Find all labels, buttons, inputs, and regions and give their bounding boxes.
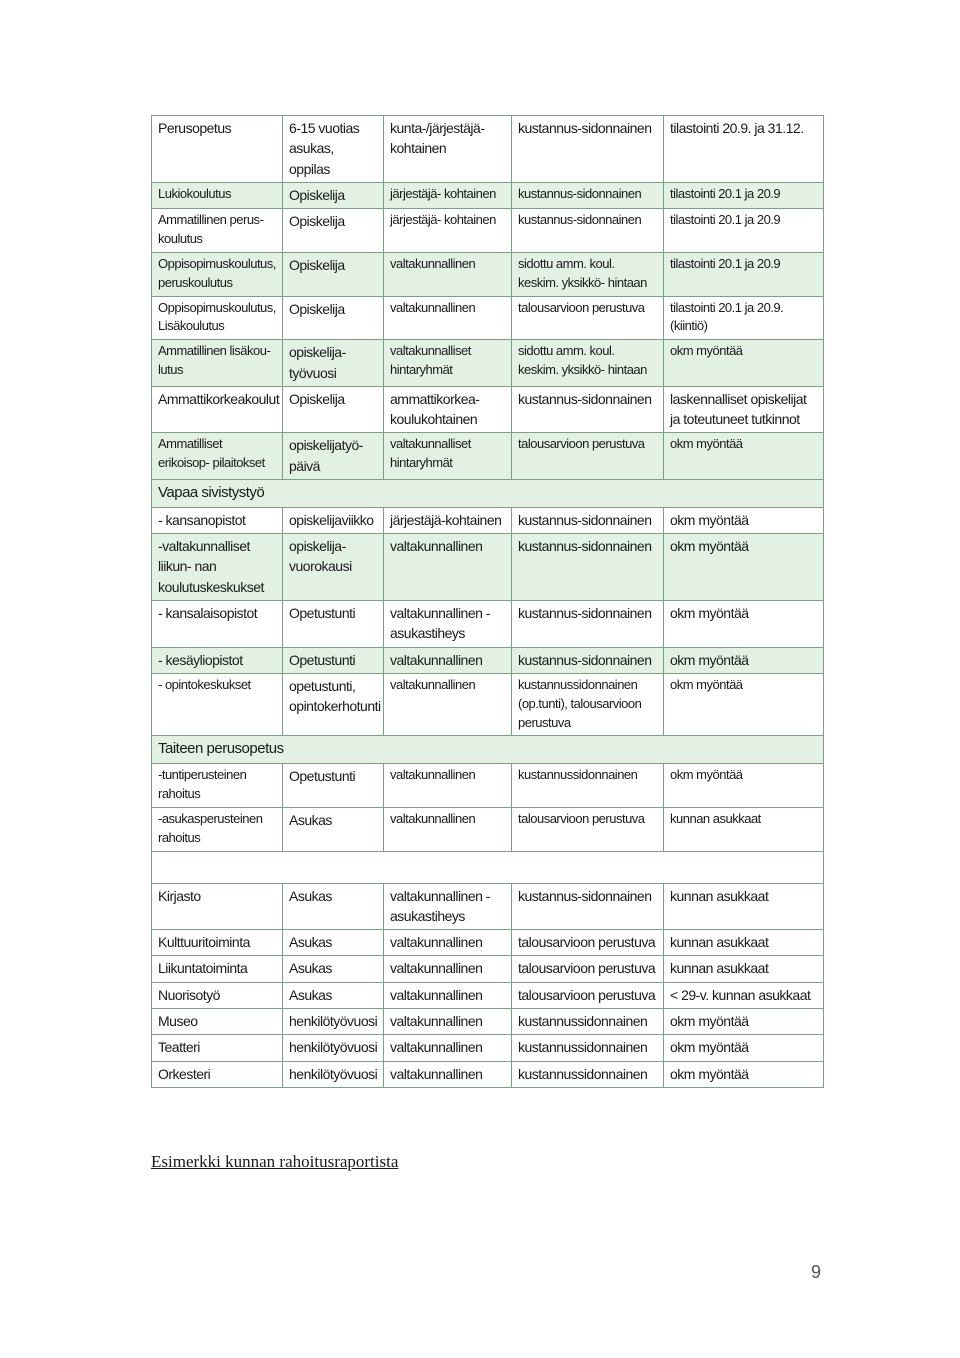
cell-cost-basis: sidottu amm. koul. keskim. yksikkö- hintaan (512, 252, 664, 296)
cell-category: Ammatilliset erikoisop- pilaitokset (152, 433, 283, 480)
cell-cost-basis: sidottu amm. koul. keskim. yksikkö- hintaan (512, 340, 664, 387)
cell-volume: okm myöntää (664, 647, 824, 673)
cell-volume: kunnan asukkaat (664, 883, 824, 930)
cell-unit: Opetustunti (283, 647, 384, 673)
cell-volume: okm myöntää (664, 507, 824, 533)
cell-price-basis: järjestäjä- kohtainen (384, 182, 512, 208)
cell-category: -asukasperusteinen rahoitus (152, 807, 283, 851)
cell-volume: laskennalliset opiskelijat ja toteutuneet tutkinnot (664, 386, 824, 433)
page-number: 9 (811, 1262, 822, 1282)
cell-price-basis: valtakunnallinen (384, 296, 512, 340)
cell-volume: kunnan asukkaat (664, 930, 824, 956)
cell-category: -valtakunnalliset liikun- nan koulutuskeskukset (152, 534, 283, 601)
cell-category: Kulttuuritoiminta (152, 930, 283, 956)
cell-category: Orkesteri (152, 1061, 283, 1087)
cell-price-basis: valtakunnallinen (384, 1009, 512, 1035)
cell-unit: Opetustunti (283, 600, 384, 647)
table-row (152, 600, 824, 647)
cell-category: Oppisopimuskoulutus, Lisäkoulutus (152, 296, 283, 340)
cell-cost-basis: kustannussidonnainen (512, 1009, 664, 1035)
section-header-row (152, 480, 824, 508)
cell-volume: okm myöntää (664, 1035, 824, 1061)
cell-unit: Opiskelija (283, 296, 384, 340)
cell-cost-basis: talousarvioon perustuva (512, 807, 664, 851)
cell-unit: henkilötyövuosi (283, 1061, 384, 1087)
table-row (152, 182, 824, 208)
cell-volume: tilastointi 20.9. ja 31.12. (664, 116, 824, 183)
cell-cost-basis: kustannus-sidonnainen (512, 386, 664, 433)
spacer-cell (152, 851, 824, 883)
table-row (152, 764, 824, 808)
cell-volume: kunnan asukkaat (664, 956, 824, 982)
cell-cost-basis: kustannus-sidonnainen (512, 883, 664, 930)
cell-price-basis: valtakunnallinen (384, 982, 512, 1008)
cell-cost-basis: kustannus-sidonnainen (512, 647, 664, 673)
table-row (152, 1009, 824, 1035)
cell-category: -tuntiperusteinen rahoitus (152, 764, 283, 808)
cell-cost-basis: kustannus-sidonnainen (512, 600, 664, 647)
cell-unit: Opiskelija (283, 182, 384, 208)
table-row (152, 386, 824, 433)
cell-unit: henkilötyövuosi (283, 1035, 384, 1061)
cell-cost-basis: talousarvioon perustuva (512, 296, 664, 340)
cell-category: - kesäyliopistot (152, 647, 283, 673)
cell-category: Ammattikorkeakoulut (152, 386, 283, 433)
cell-price-basis: järjestäjä-kohtainen (384, 507, 512, 533)
cell-cost-basis: kustannus-sidonnainen (512, 534, 664, 601)
table-spacer-row (152, 851, 824, 883)
table-row (152, 807, 824, 851)
cell-category: Oppisopimuskoulutus, peruskoulutus (152, 252, 283, 296)
table-row (152, 534, 824, 601)
table-row (152, 433, 824, 480)
cell-unit: opiskelija- työvuosi (283, 340, 384, 387)
cell-cost-basis: kustannussidonnainen (op.tunti), talousarvioon perustuva (512, 673, 664, 736)
cell-category: - kansanopistot (152, 507, 283, 533)
table-row (152, 209, 824, 253)
cell-price-basis: valtakunnallinen (384, 647, 512, 673)
funding-table (151, 115, 824, 1088)
cell-category: Ammatillinen lisäkou- lutus (152, 340, 283, 387)
cell-price-basis: kunta-/järjestäjä- kohtainen (384, 116, 512, 183)
cell-volume: okm myöntää (664, 534, 824, 601)
cell-category: Liikuntatoiminta (152, 956, 283, 982)
cell-volume: okm myöntää (664, 1061, 824, 1087)
cell-category: Lukiokoulutus (152, 182, 283, 208)
cell-category: - opintokeskukset (152, 673, 283, 736)
cell-category: Kirjasto (152, 883, 283, 930)
cell-unit: Asukas (283, 982, 384, 1008)
cell-unit: Opiskelija (283, 386, 384, 433)
cell-price-basis: ammattikorkea- koulukohtainen (384, 386, 512, 433)
section-header-row (152, 736, 824, 764)
section-title: Vapaa sivistystyö (152, 480, 824, 508)
cell-price-basis: valtakunnallinen (384, 534, 512, 601)
cell-price-basis: valtakunnallinen (384, 764, 512, 808)
table-row (152, 507, 824, 533)
cell-cost-basis: kustannus-sidonnainen (512, 507, 664, 533)
cell-volume: < 29-v. kunnan asukkaat (664, 982, 824, 1008)
cell-price-basis: valtakunnallinen (384, 1061, 512, 1087)
cell-unit: opiskelijaviikko (283, 507, 384, 533)
cell-price-basis: järjestäjä- kohtainen (384, 209, 512, 253)
cell-unit: Opiskelija (283, 252, 384, 296)
cell-unit: opetustunti, opintokerhotunti (283, 673, 384, 736)
cell-volume: tilastointi 20.1 ja 20.9. (kiintiö) (664, 296, 824, 340)
cell-category: Museo (152, 1009, 283, 1035)
cell-cost-basis: kustannussidonnainen (512, 1035, 664, 1061)
table-row (152, 1035, 824, 1061)
cell-category: Ammatillinen perus- koulutus (152, 209, 283, 253)
cell-volume: tilastointi 20.1 ja 20.9 (664, 182, 824, 208)
table-row (152, 340, 824, 387)
cell-volume: tilastointi 20.1 ja 20.9 (664, 209, 824, 253)
cell-cost-basis: talousarvioon perustuva (512, 956, 664, 982)
cell-unit: henkilötyövuosi (283, 1009, 384, 1035)
cell-cost-basis: talousarvioon perustuva (512, 433, 664, 480)
cell-price-basis: valtakunnallinen (384, 1035, 512, 1061)
table-row (152, 252, 824, 296)
table-row (152, 883, 824, 930)
cell-unit: Opiskelija (283, 209, 384, 253)
table-row (152, 956, 824, 982)
cell-cost-basis: kustannussidonnainen (512, 764, 664, 808)
cell-price-basis: valtakunnallinen -asukastiheys (384, 600, 512, 647)
caption-link[interactable]: Esimerkki kunnan rahoitusraportista (151, 1152, 399, 1171)
cell-unit: Asukas (283, 807, 384, 851)
table-row (152, 116, 824, 183)
funding-table-body (152, 116, 824, 1088)
cell-category: Teatteri (152, 1035, 283, 1061)
cell-cost-basis: kustannus-sidonnainen (512, 182, 664, 208)
cell-price-basis: valtakunnalliset hintaryhmät (384, 433, 512, 480)
cell-category: Perusopetus (152, 116, 283, 183)
cell-unit: opiskelijatyö- päivä (283, 433, 384, 480)
cell-unit: Asukas (283, 930, 384, 956)
cell-price-basis: valtakunnallinen (384, 930, 512, 956)
cell-price-basis: valtakunnalliset hintaryhmät (384, 340, 512, 387)
cell-volume: okm myöntää (664, 433, 824, 480)
cell-volume: okm myöntää (664, 600, 824, 647)
table-row (152, 647, 824, 673)
cell-volume: kunnan asukkaat (664, 807, 824, 851)
cell-price-basis: valtakunnallinen (384, 673, 512, 736)
cell-volume: okm myöntää (664, 340, 824, 387)
cell-price-basis: valtakunnallinen -asukastiheys (384, 883, 512, 930)
cell-volume: okm myöntää (664, 1009, 824, 1035)
cell-cost-basis: talousarvioon perustuva (512, 930, 664, 956)
cell-volume: okm myöntää (664, 673, 824, 736)
section-title: Taiteen perusopetus (152, 736, 824, 764)
table-row (152, 673, 824, 736)
cell-cost-basis: kustannus-sidonnainen (512, 209, 664, 253)
cell-unit: Asukas (283, 956, 384, 982)
cell-volume: tilastointi 20.1 ja 20.9 (664, 252, 824, 296)
table-row (152, 982, 824, 1008)
cell-price-basis: valtakunnallinen (384, 956, 512, 982)
cell-unit: Asukas (283, 883, 384, 930)
cell-cost-basis: talousarvioon perustuva (512, 982, 664, 1008)
table-row (152, 1061, 824, 1087)
cell-price-basis: valtakunnallinen (384, 807, 512, 851)
cell-cost-basis: kustannussidonnainen (512, 1061, 664, 1087)
table-row (152, 296, 824, 340)
cell-unit: Opetustunti (283, 764, 384, 808)
cell-unit: 6-15 vuotias asukas, oppilas (283, 116, 384, 183)
cell-price-basis: valtakunnallinen (384, 252, 512, 296)
cell-cost-basis: kustannus-sidonnainen (512, 116, 664, 183)
table-row (152, 930, 824, 956)
cell-volume: okm myöntää (664, 764, 824, 808)
cell-category: Nuorisotyö (152, 982, 283, 1008)
cell-category: - kansalaisopistot (152, 600, 283, 647)
cell-unit: opiskelija- vuorokausi (283, 534, 384, 601)
